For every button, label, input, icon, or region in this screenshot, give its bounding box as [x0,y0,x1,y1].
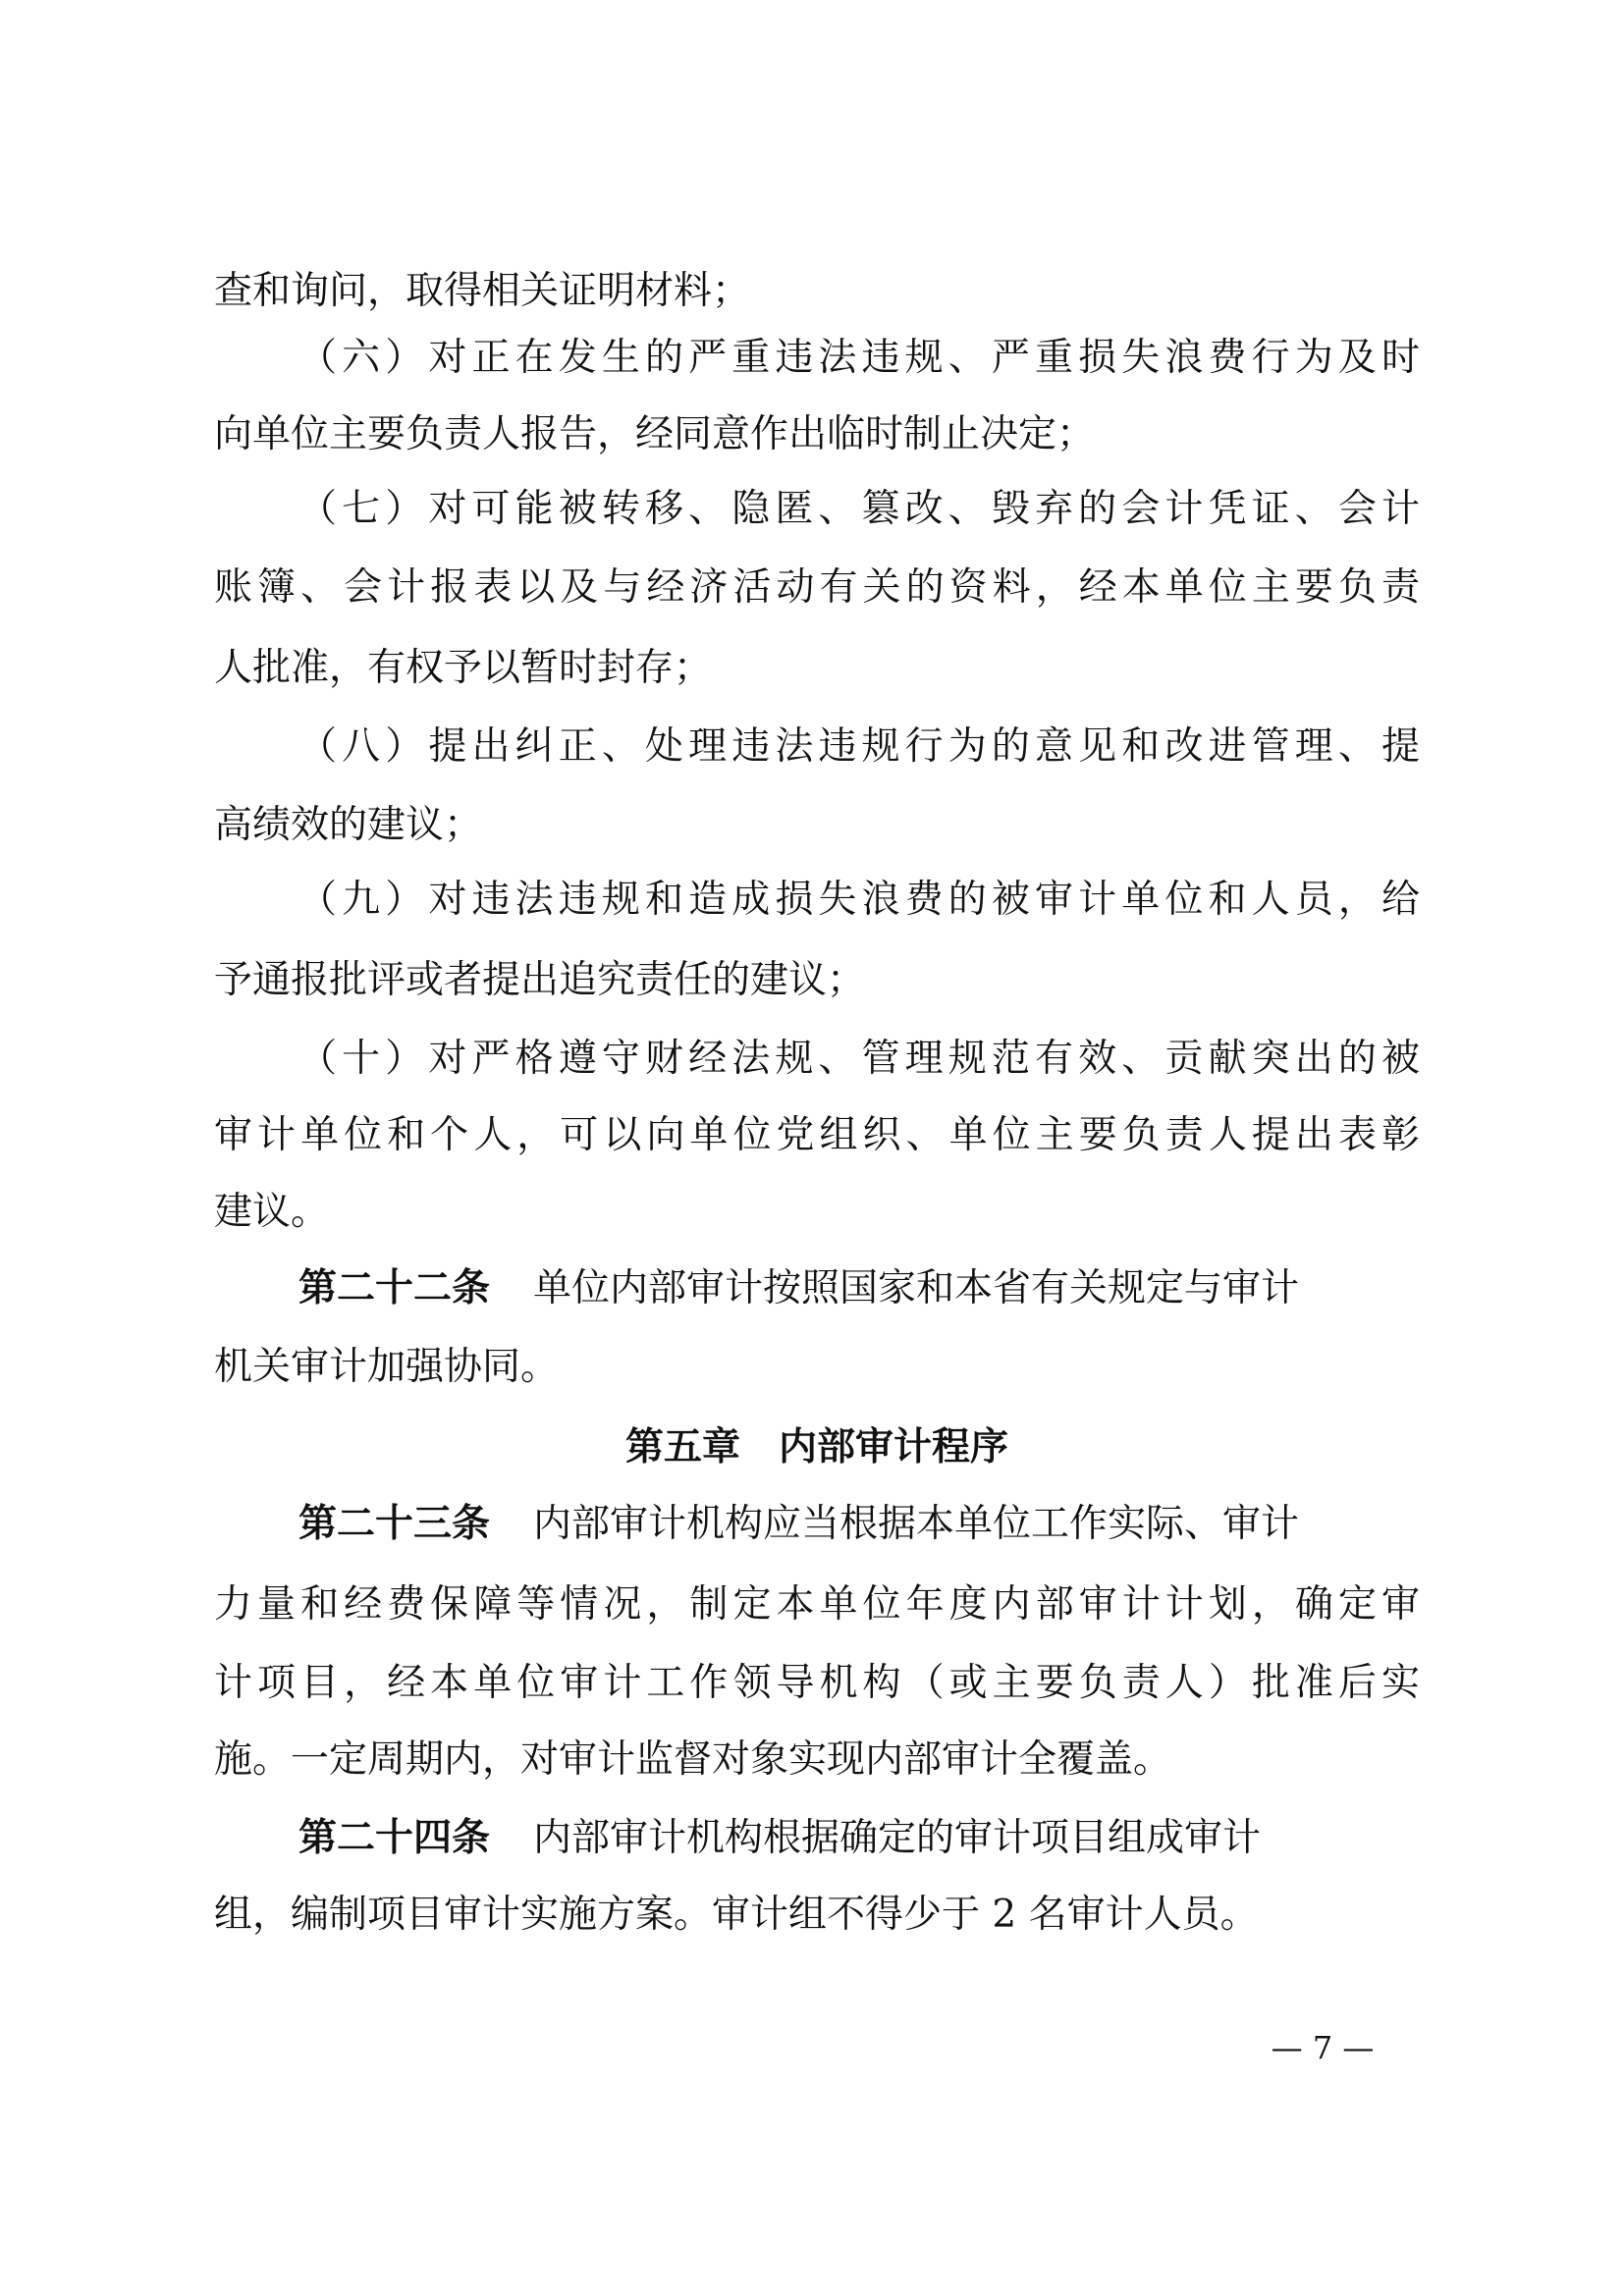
text-line-13: 建议。 [214,1190,330,1234]
article-24-line-1 [214,1804,1420,1873]
article-22-line-2: 机关审计加强协同。 [214,1345,560,1389]
article-24-line-2: 组，编制项目审计实施方案。审计组不得少于 2 名审计人员。 [214,1893,1259,1937]
article-24-number: 第二十四条 [298,1816,491,1860]
article-22-number: 第二十二条 [298,1266,491,1310]
article-23-line-4: 施。一定周期内，对审计监督对象实现内部审计全覆盖。 [214,1737,1172,1782]
text-line-1: 查和询问，取得相关证明材料； [214,269,751,313]
text-line-5: 账簿、会计报表以及与经济活动有关的资料，经本单位主要负责 [214,565,1420,610]
text-line-12: 审计单位和个人，可以向单位党组织、单位主要负责人提出表彰 [214,1113,1420,1157]
text-line-11: （十）对严格遵守财经法规、管理规范有效、贡献突出的被 [298,1037,1420,1081]
article-23-text: 内部审计机构应当根据本单位工作实际、审计 [533,1502,1300,1546]
article-23-line-2: 力量和经费保障等情况，制定本单位年度内部审计计划，确定审 [214,1582,1420,1627]
chapter-title: 第五章 内部审计程序 [624,1425,1008,1469]
article-22-line-1 [214,1255,1420,1323]
article-23-number: 第二十三条 [298,1502,491,1546]
text-line-10: 予通报批评或者提出追究责任的建议； [214,958,866,1002]
text-line-2: （六）对正在发生的严重违法违规、严重损失浪费行为及时 [298,336,1420,380]
article-23-line-3: 计项目，经本单位审计工作领导机构（或主要负责人）批准后实 [214,1661,1420,1705]
page-number: — 7 — [1271,2029,1375,2066]
text-line-4: （七）对可能被转移、隐匿、篡改、毁弃的会计凭证、会计 [298,487,1420,531]
text-line-6: 人批准，有权予以暂时封存； [214,646,713,690]
text-line-8: 高绩效的建议； [214,803,483,847]
text-line-9: （九）对违法违规和造成损失浪费的被审计单位和人员，给 [298,878,1420,922]
article-22-text: 单位内部审计按照国家和本省有关规定与审计 [533,1266,1300,1310]
article-24-text: 内部审计机构根据确定的审计项目组成审计 [533,1816,1262,1860]
text-line-7: （八）提出纠正、处理违法违规行为的意见和改进管理、提 [298,724,1420,769]
text-line-3: 向单位主要负责人报告，经同意作出临时制止决定； [214,412,1096,456]
article-23-line-1 [214,1490,1420,1559]
